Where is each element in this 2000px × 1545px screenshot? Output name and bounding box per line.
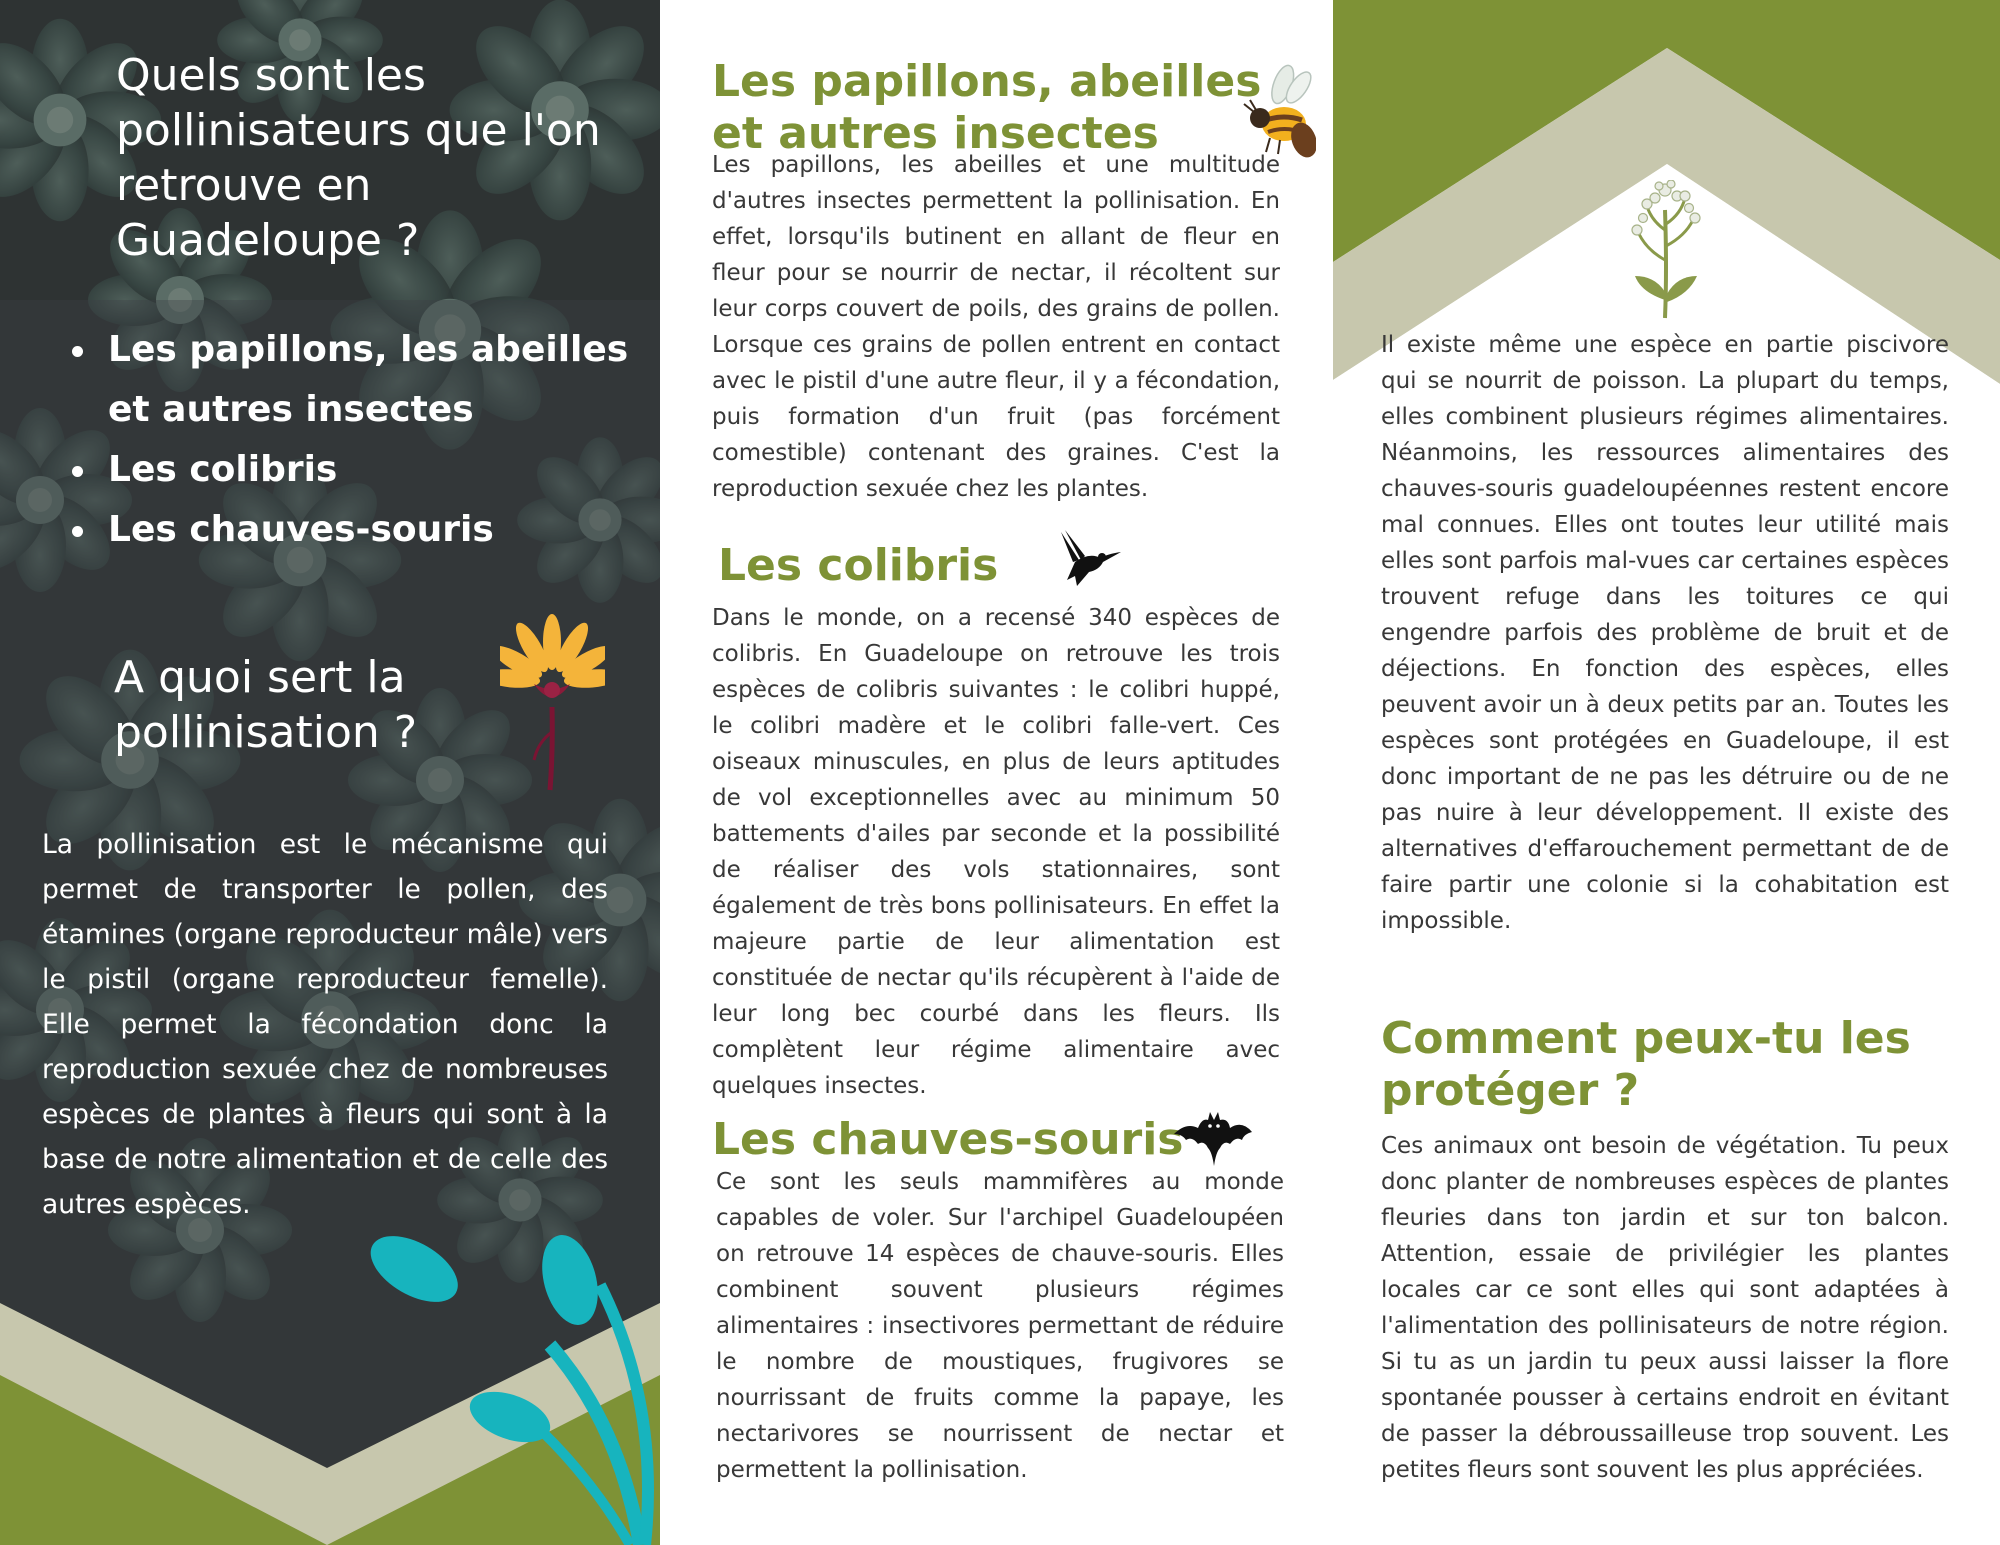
bats-continued-text: Il existe même une espèce en partie piscivore qui se nourrit de poisson. La plupart du temps, elles combinent plusieurs régimes alimentaires. Néanmoins, les ressources alimentaires des chauves-souris guadeloupéennes restent encore mal connues. Elles ont toutes leur utilité mais elles sont parfois mal-vues car certaines espèces trouvent refuge dans les toitures ce qui engendre parfois des problème de bruit et de déjections. En fonction des espèces, elles peuvent avoir un à deux petits par an. Toutes les espèces sont protégées en Guadeloupe, il est donc important de ne pas les détruire ou de ne pas nuire à leur développement. Il existe des alternatives d'effarouchement permettant de de faire partir une colonie si la cohabitation est impossible. [1381,332,1949,934]
colibris-text: Dans le monde, on a recensé 340 espèces de colibris. En Guadeloupe on retrouve les trois espèces de colibris suivantes : le colibri huppé, le colibri madère et le colibri falle-vert. Ces oiseaux minuscules, en plus de leurs aptitudes de vol exceptionnelles avec au minimum 50 battements d'ailes par seconde et la possibilité de réaliser des vols stationnaires, sont également de très bons pollinisateurs. En effet la majeure partie de leur alimentation est constituée de nectar qu'ils récupèrent à l'aide de leur long bec courbé dans les fleurs. Ils complètent leur régime alimentaire avec quelques insectes. [712,605,1280,1099]
insects-title-line1: Les papillons, abeilles [712,56,1262,107]
pollinator-list [36,320,660,560]
bats-text: Ce sont les seuls mammifères au monde capables de voler. Sur l'archipel Guadeloupéen on retrouve 14 espèces de chauve-souris. Elles combinent souvent plusieurs régimes alimentaires : insectivores permettant de réduire le nombre de moustiques, frugivores se nourrissant de fruits comme la papaye, les nectarivores se nourrissent de nectar et permettent la pollinisation. [716,1169,1284,1483]
teal-plant-icon [360,1225,660,1545]
hummingbird-icon [1055,530,1123,588]
pollination-paragraph: La pollinisation est le mécanisme qui permet de transporter le pollen, des étamines (organe reproducteur mâle) vers le pistil (organe reproducteur femelle). Elle permet la fécondation donc la reproduction sexuée chez de nombreuses espèces de plantes à fleurs qui sont à la base de notre alimentation et de celle des autres espèces. [42,829,608,1220]
colibris-title: Les colibris [718,540,999,591]
insects-text: Les papillons, les abeilles et une multitude d'autres insectes permettent la pollinisation. En effet, lorsqu'ils butinent en allant de fleur en fleur pour se nourrir de nectar, il récoltent sur leur corps couvert de poils, des grains de pollen. Lorsque ces grains de pollen entrent en contact avec le pistil d'une autre fleur, il y a fécondation, puis formation d'un fruit (pas forcément comestible) contenant des graines. C'est la reproduction sexuée chez les plantes. [712,152,1280,502]
list-item: Les chauves-souris [72,500,660,560]
protect-title [1381,1013,1911,1117]
list-item: Les papillons, les abeilles et autres insectes [72,320,660,440]
question-pollination: A quoi sert la pollinisation ? [114,652,418,758]
question-pollinators: Quels sont les pollinisateurs que l'on retrouve en Guadeloupe ? [116,50,601,266]
protect-title-line2: protéger ? [1381,1065,1640,1116]
protect-title-line1: Comment peux-tu les [1381,1013,1911,1064]
list-item: Les colibris [72,440,660,500]
insects-title-line2: et autres insectes [712,108,1159,159]
insects-title [712,56,1261,160]
sprig-icon [1625,180,1707,320]
bats-title: Les chauves-souris [712,1114,1184,1165]
protect-text: Ces animaux ont besoin de végétation. Tu peux donc planter de nombreuses espèces de plantes fleuries dans ton jardin et sur ton balcon. Attention, essaie de privilégier les plantes locales car ce sont elles qui sont adaptées à l'alimentation des pollinisateurs de notre région. Si tu as un jardin tu peux aussi laisser la flore spontanée pousser à certains endroit en évitant de passer la débroussailleuse trop souvent. Les petites fleurs sont souvent les plus appréciées. [1381,1133,1949,1483]
bat-icon [1172,1104,1254,1170]
left-panel [0,0,660,1545]
orange-flower-icon [500,612,605,792]
